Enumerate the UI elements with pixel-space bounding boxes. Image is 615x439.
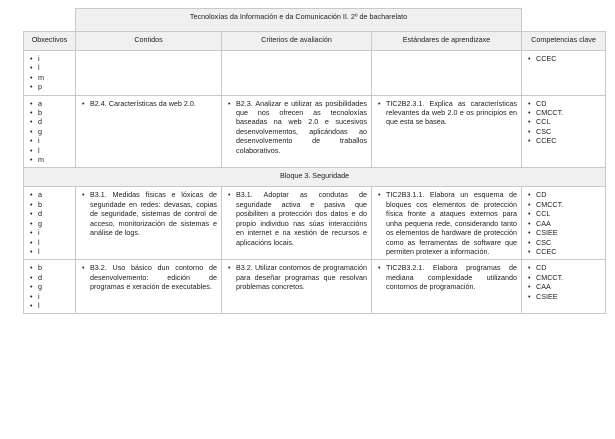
text-list: [226, 99, 367, 155]
column-header: Criterios de avaliación: [222, 32, 372, 51]
list-item: • l: [38, 238, 71, 247]
text-list: [376, 99, 517, 127]
list-item: • b: [38, 200, 71, 209]
text-list: [80, 99, 217, 108]
list-item: • CCEC: [536, 54, 601, 63]
list-item: • CMCCT.: [536, 108, 601, 117]
competencias-cell: [522, 187, 606, 260]
list-item: • g: [38, 282, 71, 291]
table.block2_rows.1.competencias-list: [526, 99, 601, 146]
table-title: Tecnoloxías da Información e da Comunicación II. 2º de bacharelato: [76, 9, 522, 32]
list-item: • CD: [536, 263, 601, 272]
list-item: • CCL: [536, 117, 601, 126]
list-item: • d: [38, 209, 71, 218]
empty-corner-cell: [24, 9, 76, 32]
list-item: • l: [38, 301, 71, 310]
text-list: [226, 190, 367, 246]
competencias-cell: [522, 95, 606, 168]
column-header-row: [24, 32, 606, 51]
list-item: • p: [38, 82, 71, 91]
column-header: Competencias clave: [522, 32, 606, 51]
list-item: • d: [38, 273, 71, 282]
list-item: • CSIEE: [536, 292, 601, 301]
column-header: Obxectivos: [24, 32, 76, 51]
list-item: • CAA: [536, 282, 601, 291]
text-list: [80, 190, 217, 237]
section-title: Bloque 3. Seguridade: [24, 168, 606, 187]
block3-rows: [24, 187, 606, 314]
list-item: • b: [38, 108, 71, 117]
contidos-cell: [76, 95, 222, 168]
list-item: • l: [38, 247, 71, 256]
criterios-cell: [222, 260, 372, 314]
cell-text: • B3.1. Adoptar as condutas de seguridade activa e pasiva que posibiliten a protección dos datos e do propio individuo nas súas interaccións en internet e na xestión de recursos e aplicacións locais.: [236, 190, 367, 246]
competencias-cell: [522, 260, 606, 314]
estandares-cell: [372, 51, 522, 96]
contidos-cell: [76, 51, 222, 96]
table.block2_rows.0.competencias-list: [526, 54, 601, 63]
list-item: • m: [38, 155, 71, 164]
section-row: [24, 168, 606, 187]
estandares-cell: [372, 95, 522, 168]
text-list: [80, 263, 217, 291]
cell-text: • B2.4. Características da web 2.0.: [90, 99, 217, 108]
list-item: • CSIEE: [536, 228, 601, 237]
list-item: • CAA: [536, 219, 601, 228]
obxectivos-cell: [24, 260, 76, 314]
cell-text: • B3.2. Utilizar contornos de programación para deseñar programas que resolvan problemas concretos.: [236, 263, 367, 291]
criterios-cell: [222, 51, 372, 96]
list-item: • i: [38, 54, 71, 63]
curriculum-table: [23, 8, 606, 314]
column-header: Contidos: [76, 32, 222, 51]
list-item: • l: [38, 63, 71, 72]
list-item: • CD: [536, 99, 601, 108]
cell-text: • TIC2B3.1.1. Elabora un esquema de bloques cos elementos de protección física fronte a ataques externos para unha pequena rede, considerando tanto os elementos de hardware de protección como as ferramentas de software que permiten protexer a información.: [386, 190, 517, 256]
cell-text: • B3.1. Medidas físicas e lóxicas de seguridade en redes: devasas, copias de seguridade, sistemas de control de acceso, monitorización de sistemas e análise de logs.: [90, 190, 217, 237]
cell-text: • B3.2. Uso básico dun contorno de desenvolvemento: edición de programas e xeración de executables.: [90, 263, 217, 291]
contidos-cell: [76, 187, 222, 260]
table-row: [24, 51, 606, 96]
list-item: • b: [38, 263, 71, 272]
table-row: [24, 260, 606, 314]
table-title-row: [24, 9, 606, 32]
estandares-cell: [372, 187, 522, 260]
table.block3_rows.0.obxectivos-list: [28, 190, 71, 256]
obxectivos-cell: [24, 187, 76, 260]
obxectivos-cell: [24, 95, 76, 168]
text-list: [376, 190, 517, 256]
cell-text: • B2.3. Analizar e utilizar as posibilidades que nos ofrecen as tecnoloxías baseadas na web 2.0 e sucesivos desenvolvementos, aplicándoas ao desenvolvemento de traballos colaborativos.: [236, 99, 367, 155]
table.block3_rows.1.competencias-list: [526, 263, 601, 301]
table.block3_rows.0.competencias-list: [526, 190, 601, 256]
list-item: • m: [38, 73, 71, 82]
table-row: [24, 95, 606, 168]
list-item: • CCL: [536, 209, 601, 218]
list-item: • CCEC: [536, 136, 601, 145]
list-item: • g: [38, 219, 71, 228]
criterios-cell: [222, 95, 372, 168]
list-item: • CMCCT.: [536, 273, 601, 282]
cell-text: • TIC2B2.3.1. Explica as características relevantes da web 2.0 e os principios en que esta se basea.: [386, 99, 517, 127]
empty-corner-cell: [522, 9, 606, 32]
block2-rows: [24, 51, 606, 168]
table-row: [24, 187, 606, 260]
list-item: • l: [38, 146, 71, 155]
list-item: • g: [38, 127, 71, 136]
list-item: • a: [38, 99, 71, 108]
list-item: • CD: [536, 190, 601, 199]
list-item: • CSC: [536, 238, 601, 247]
cell-text: • TIC2B3.2.1. Elabora programas de mediana complexidade utilizando contornos de programación.: [386, 263, 517, 291]
list-item: • a: [38, 190, 71, 199]
list-item: • i: [38, 292, 71, 301]
contidos-cell: [76, 260, 222, 314]
table.block2_rows.0.obxectivos-list: [28, 54, 71, 92]
competencias-cell: [522, 51, 606, 96]
table.block2_rows.1.obxectivos-list: [28, 99, 71, 165]
list-item: • CCEC: [536, 247, 601, 256]
list-item: • d: [38, 117, 71, 126]
list-item: • i: [38, 228, 71, 237]
text-list: [226, 263, 367, 291]
column-header: Estándares de aprendizaxe: [372, 32, 522, 51]
list-item: • CSC: [536, 127, 601, 136]
list-item: • i: [38, 136, 71, 145]
list-item: • CMCCT.: [536, 200, 601, 209]
criterios-cell: [222, 187, 372, 260]
obxectivos-cell: [24, 51, 76, 96]
text-list: [376, 263, 517, 291]
estandares-cell: [372, 260, 522, 314]
table.block3_rows.1.obxectivos-list: [28, 263, 71, 310]
